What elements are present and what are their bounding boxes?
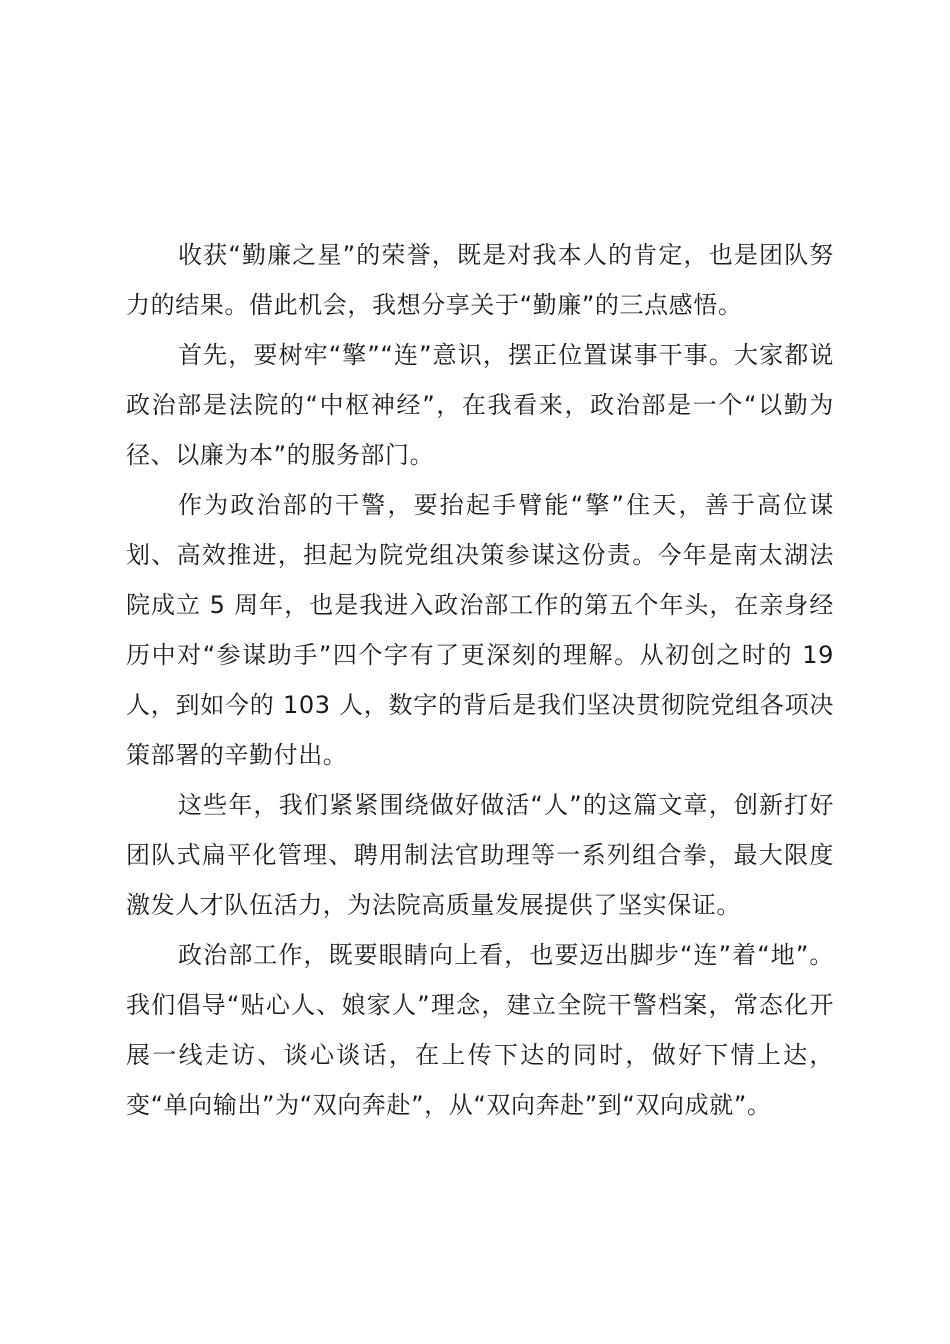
paragraph-3: 作为政治部的干警，要抬起手臂能“擎”住天，善于高位谋划、高效推进，担起为院党组决策参谋这份责。今年是南太湖法院成立 5 周年，也是我进入政治部工作的第五个年头，在亲身经历中对“参谋助手”四个字有了更深刻的理解。从初创之时的 19 人，到如今的 103 人，数字的背后是我们坚决贯彻院党组各项决策部署的辛勤付出。 xyxy=(126,491,834,769)
paragraph-2: 首先，要树牢“擎”“连”意识，摆正位置谋事干事。大家都说政治部是法院的“中枢神经”，在我看来，政治部是一个“以勤为径、以廉为本”的服务部门。 xyxy=(126,341,834,469)
paragraph-5: 政治部工作，既要眼睛向上看，也要迈出脚步“连”着“地”。我们倡导“贴心人、娘家人”理念，建立全院干警档案，常态化开展一线走访、谈心谈话，在上传下达的同时，做好下情上达，变“单向输出”为“双向奔赴”，从“双向奔赴”到“双向成就”。 xyxy=(126,941,834,1119)
paragraph-1: 收获“勤廉之星”的荣誉，既是对我本人的肯定，也是团队努力的结果。借此机会，我想分享关于“勤廉”的三点感悟。 xyxy=(126,241,834,319)
paragraph-4: 这些年，我们紧紧围绕做好做活“人”的这篇文章，创新打好团队式扁平化管理、聘用制法官助理等一系列组合拳，最大限度激发人才队伍活力，为法院高质量发展提供了坚实保证。 xyxy=(126,791,834,919)
document-body xyxy=(126,230,834,1130)
